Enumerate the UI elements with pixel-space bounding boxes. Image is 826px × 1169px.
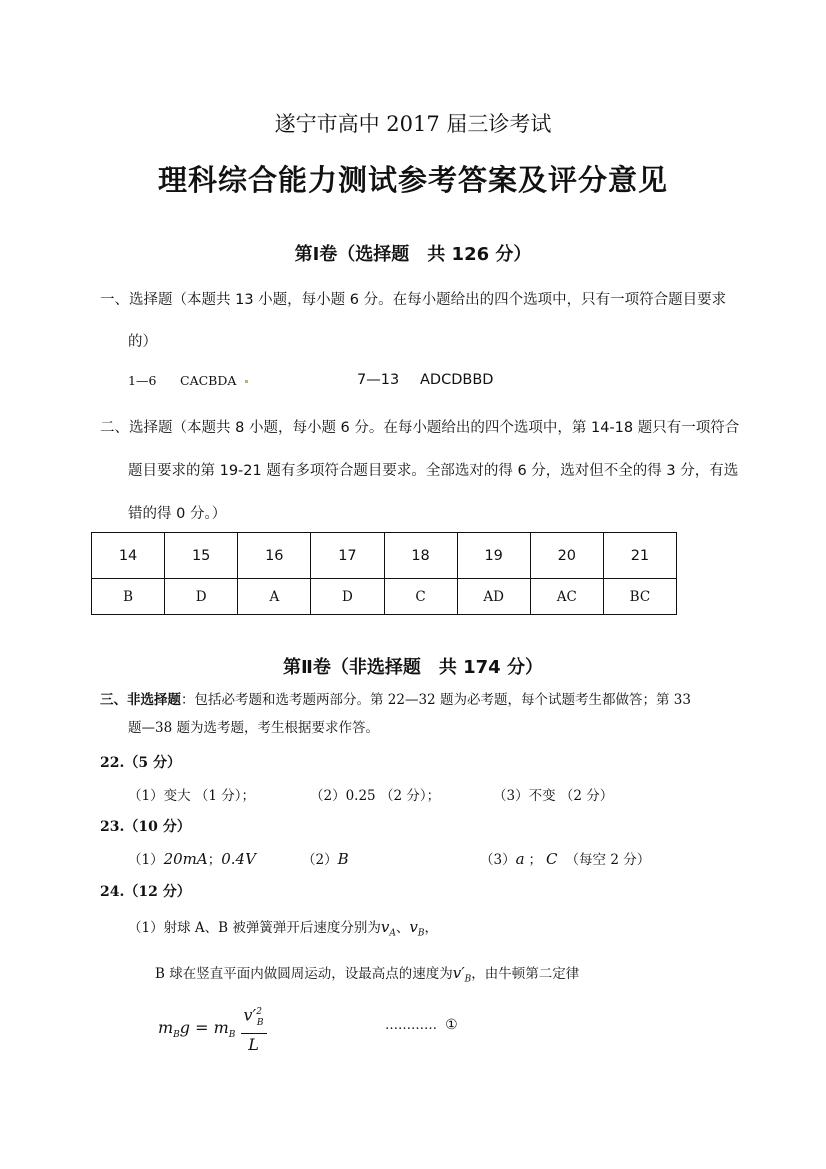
q23-a3-sep: ；	[528, 852, 543, 868]
q24-var-vb-prime-sub: B	[464, 974, 472, 985]
question-number: 20	[530, 533, 603, 579]
section3-intro-line1	[100, 688, 691, 708]
q24-var-va: v	[380, 918, 390, 936]
answer-table-answer-row	[92, 579, 677, 615]
q22-answer-2: （2）0.25 （2 分）；	[310, 788, 441, 804]
eq-gravity: g	[179, 1017, 191, 1037]
question-number: 16	[238, 533, 311, 579]
answer-range-2-answers: ADCDBBD	[420, 372, 494, 388]
part2-heading: 第Ⅱ卷（非选择题 共 174 分）	[283, 657, 543, 678]
eq-numerator-sub: B	[256, 1017, 264, 1028]
question-number: 21	[603, 533, 676, 579]
eq-numerator-sup: 2	[256, 1007, 262, 1017]
question-number: 14	[92, 533, 165, 579]
exam-subtitle: 遂宁市高中 2017 届三诊考试	[274, 112, 552, 136]
stray-mark	[245, 380, 248, 383]
q24-line1-end: ，	[424, 920, 438, 936]
question-number: 19	[457, 533, 530, 579]
q23-a1-value1: 20mA	[163, 850, 208, 868]
q23-a1-sep: ；	[207, 852, 222, 868]
answer-cell: BC	[603, 579, 676, 615]
answer-cell: D	[165, 579, 238, 615]
question-number: 18	[384, 533, 457, 579]
q23-a2-prefix: （2）	[302, 852, 338, 868]
q24-line2-text: B 球在竖直平面内做圆周运动，设最高点的速度为	[155, 966, 453, 982]
q23-a1-prefix: （1）	[128, 852, 164, 868]
equation-1	[158, 1002, 267, 1056]
answer-cell: AC	[530, 579, 603, 615]
part1-heading: 第Ⅰ卷（选择题 共 126 分）	[294, 244, 532, 265]
question-number: 17	[311, 533, 384, 579]
answer-range-1-answers: CACBDA	[180, 373, 237, 388]
q23-answer-3	[480, 848, 650, 868]
q24-line-1	[128, 916, 438, 939]
document-title: 理科综合能力测试参考答案及评分意见	[157, 163, 668, 197]
q24-line1-sep: 、	[395, 920, 410, 936]
q23-answer-2	[302, 848, 349, 868]
section1-instruction-line1: 一、选择题（本题共 13 小题，每小题 6 分。在每小题给出的四个选项中，只有一项符合题目要求	[100, 292, 727, 308]
equation-1-leader	[385, 1017, 458, 1033]
q23-a3-note: （每空 2 分）	[565, 852, 651, 868]
q24-var-vb-prime: v′	[452, 964, 465, 982]
eq-denominator: L	[248, 1034, 259, 1054]
section3-label: 三、非选择题	[100, 692, 181, 708]
q23-heading: 23.（10 分）	[100, 819, 191, 835]
answer-range-2-label: 7—13	[357, 372, 400, 388]
question-number: 15	[165, 533, 238, 579]
eq-mass-2: m	[213, 1017, 229, 1037]
q22-answer-1: （1）变大 （1 分）；	[128, 788, 256, 804]
section3-intro-line2: 题—38 题为选考题，考生根据要求作答。	[128, 720, 379, 736]
eq-fraction	[241, 1002, 267, 1056]
section2-instruction-line3: 错的得 0 分。）	[128, 506, 227, 522]
answer-cell: B	[92, 579, 165, 615]
eq-equals: =	[190, 1017, 214, 1037]
section1-instruction-line2: 的）	[128, 334, 157, 350]
eq-mass-sub: B	[173, 1029, 180, 1040]
section2-instruction-line2: 题目要求的第 19-21 题有多项符合题目要求。全部选对的得 6 分，选对但不全的得 3 分，有选	[128, 463, 739, 479]
q23-a3-prefix: （3）	[480, 852, 516, 868]
q22-heading: 22.（5 分）	[100, 755, 181, 771]
q24-line2-end: ，由牛顿第二定律	[471, 966, 580, 982]
q24-var-vb-sub: B	[417, 928, 425, 939]
eq-mass: m	[158, 1017, 174, 1037]
q23-a1-value2: 0.4V	[221, 850, 256, 868]
q23-a3-value2: C	[546, 850, 558, 868]
eq-dots: …………	[385, 1018, 437, 1033]
eq-numerator: v′	[243, 1005, 257, 1025]
answer-cell: D	[311, 579, 384, 615]
answer-table-question-row	[92, 533, 677, 579]
q22-answer-3: （3）不变 （2 分）	[493, 788, 614, 804]
q24-var-va-sub: A	[389, 928, 396, 939]
eq-number: ①	[445, 1017, 458, 1033]
section3-intro-text: ：包括必考题和选考题两部分。第 22—32 题为必考题，每个试题考生都做答；第 33	[181, 692, 691, 708]
q24-var-vb: v	[409, 918, 418, 936]
section2-instruction-line1: 二、选择题（本题共 8 小题，每小题 6 分。在每小题给出的四个选项中，第 14-18 题只有一项符合	[100, 420, 740, 436]
q23-a3-value1: a	[515, 850, 525, 868]
q24-line1-text: （1）射球 A、B 被弹簧弹开后速度分别为	[128, 920, 381, 936]
q23-answer-1	[128, 848, 256, 868]
eq-mass-2-sub: B	[228, 1029, 236, 1040]
answer-cell: A	[238, 579, 311, 615]
q23-a2-value: B	[337, 850, 349, 868]
answer-table	[91, 532, 677, 615]
q24-line-2	[155, 962, 579, 985]
answer-cell: C	[384, 579, 457, 615]
q24-heading: 24.（12 分）	[100, 884, 191, 900]
answer-range-1-label: 1—6	[128, 373, 157, 388]
answer-cell: AD	[457, 579, 530, 615]
